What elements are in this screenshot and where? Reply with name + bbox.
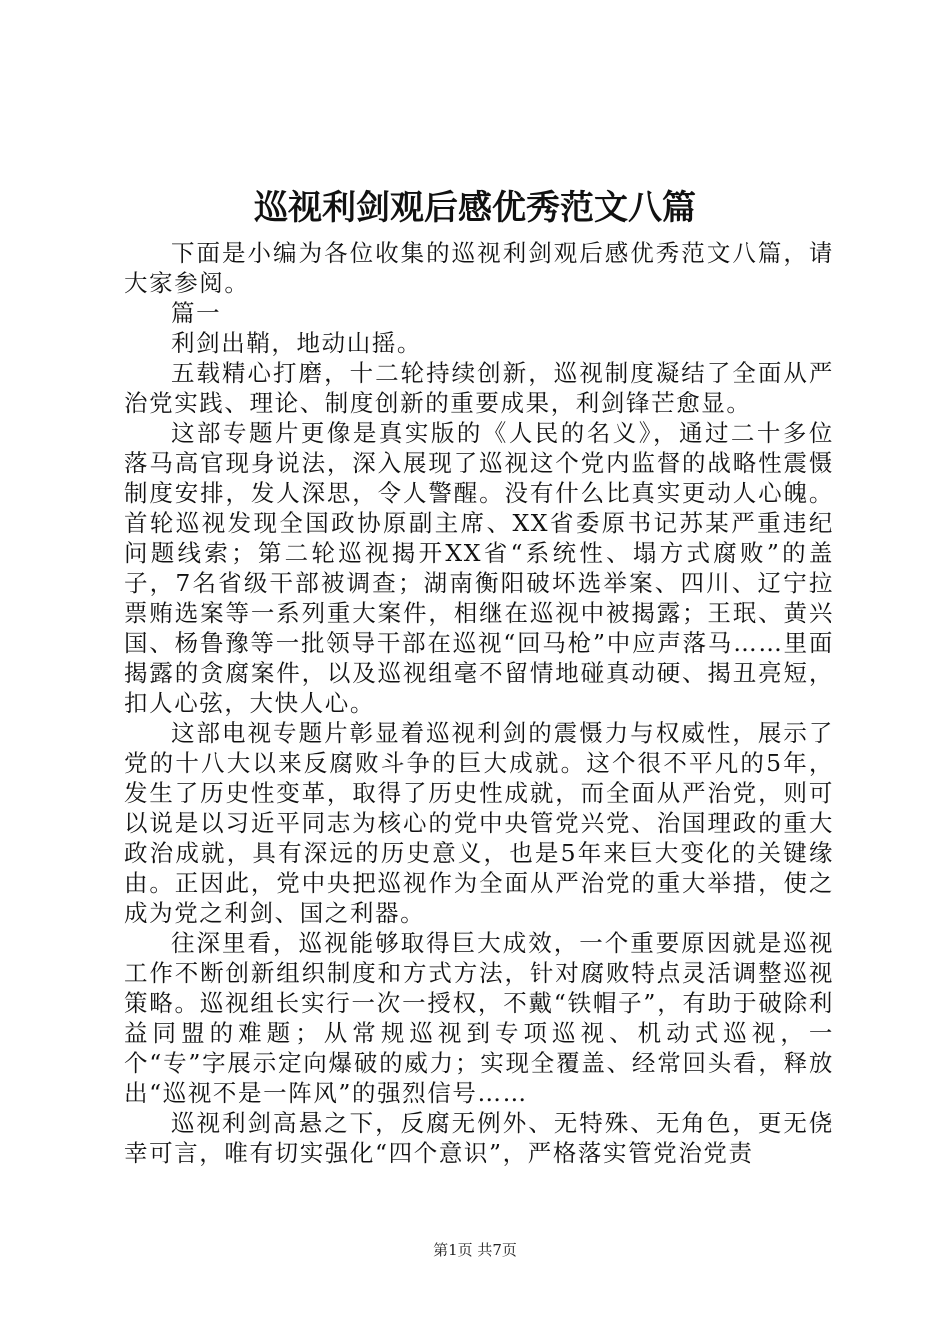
paragraph: 五载精心打磨，十二轮持续创新，巡视制度凝结了全面从严治党实践、理论、制度创新的重要成果，利剑锋芒愈显。 (124, 359, 834, 417)
document-body (124, 238, 834, 1168)
paragraph: 巡视利剑高悬之下，反腐无例外、无特殊、无角色，更无侥幸可言，唯有切实强化“四个意识”，严格落实管党治党责 (124, 1109, 834, 1167)
paragraph: 这部专题片更像是真实版的《人民的名义》，通过二十多位落马高官现身说法，深入展现了巡视这个党内监督的战略性震慑制度安排，发人深思，令人警醒。没有什么比真实更动人心魄。首轮巡视发现全国政协原副主席、XX省委原书记苏某严重违纪问题线索；第二轮巡视揭开XX省“系统性、塌方式腐败”的盖子，7名省级干部被调查；湖南衡阳破坏选举案、四川、辽宁拉票贿选案等一系列重大案件，相继在巡视中被揭露；王珉、黄兴国、杨鲁豫等一批领导干部在巡视“回马枪”中应声落马……里面揭露的贪腐案件，以及巡视组毫不留情地碰真动硬、揭丑亮短，扣人心弦，大快人心。 (124, 419, 834, 717)
paragraph-intro: 下面是小编为各位收集的巡视利剑观后感优秀范文八篇，请大家参阅。 (124, 239, 834, 297)
paragraph: 利剑出鞘，地动山摇。 (171, 329, 422, 357)
paragraph: 往深里看，巡视能够取得巨大成效，一个重要原因就是巡视工作不断创新组织制度和方式方法，针对腐败特点灵活调整巡视策略。巡视组长实行一次一授权，不戴“铁帽子”，有助于破除利益同盟的难题；从常规巡视到专项巡视、机动式巡视，一个“专”字展示定向爆破的威力；实现全覆盖、经常回头看，释放出“巡视不是一阵风”的强烈信号…… (124, 929, 834, 1107)
paragraph: 这部电视专题片彰显着巡视利剑的震慑力与权威性，展示了党的十八大以来反腐败斗争的巨大成就。这个很不平凡的5年，发生了历史性变革，取得了历史性成就，而全面从严治党，则可以说是以习近平同志为核心的党中央管党兴党、治国理政的重大政治成就，具有深远的历史意义，也是5年来巨大变化的关键缘由。正因此，党中央把巡视作为全面从严治党的重大举措，使之成为党之利剑、国之利器。 (124, 719, 834, 927)
page-footer: 第1页 共7页 (433, 1241, 517, 1259)
section-heading: 篇一 (171, 299, 222, 327)
document-title: 巡视利剑观后感优秀范文八篇 (254, 188, 696, 228)
